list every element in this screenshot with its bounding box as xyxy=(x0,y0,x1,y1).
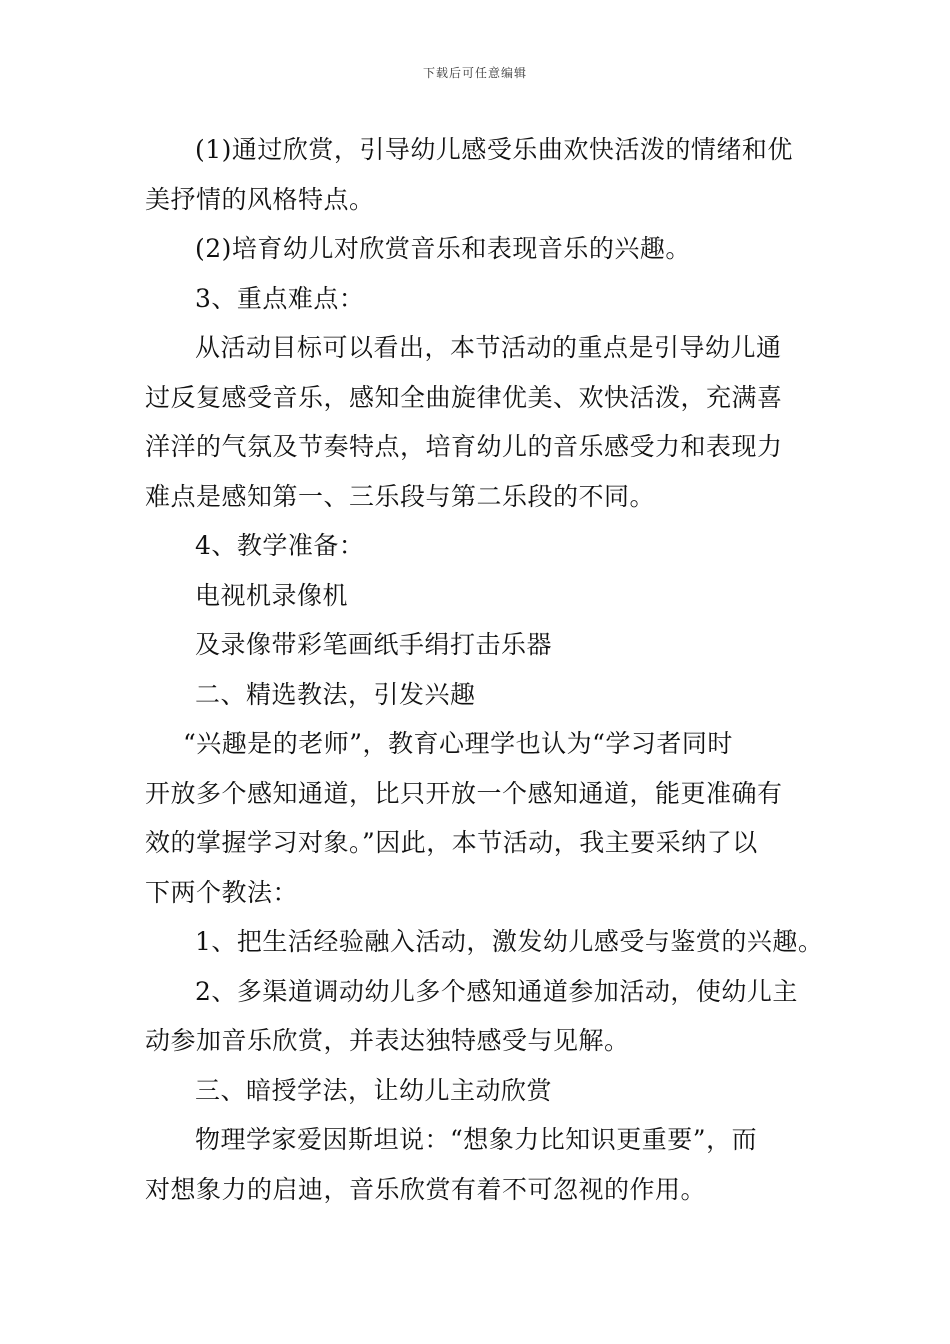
text-line: 3、重点难点： xyxy=(195,283,365,313)
text-line: 1、把生活经验融入活动，激发幼儿感受与鉴赏的兴趣。 xyxy=(195,927,824,956)
text-line: 从活动目标可以看出，本节活动的重点是引导幼儿通 xyxy=(195,333,782,362)
text-line: “兴趣是的老师”，教育心理学也认为“学习者同时 xyxy=(183,729,733,758)
document-body xyxy=(145,125,824,1214)
text-line: 二、精选教法，引发兴趣 xyxy=(195,679,476,709)
text-line: (1)通过欣赏，引导幼儿感受乐曲欢快活泼的情绪和优 xyxy=(195,135,793,164)
page-header: 下载后可任意编辑 xyxy=(422,66,527,80)
text-line: (2)培育幼儿对欣赏音乐和表现音乐的兴趣。 xyxy=(195,234,691,263)
text-line: 美抒情的风格特点。 xyxy=(145,184,375,214)
text-line: 电视机录像机 xyxy=(195,580,349,610)
text-line: 下两个教法： xyxy=(145,877,299,907)
text-line: 难点是感知第一、三乐段与第二乐段的不同。 xyxy=(145,481,656,511)
text-line: 物理学家爱因斯坦说：“想象力比知识更重要”，而 xyxy=(195,1125,758,1154)
text-line: 三、暗授学法，让幼儿主动欣赏 xyxy=(195,1075,553,1105)
text-line: 及录像带彩笔画纸手绢打击乐器 xyxy=(195,630,553,659)
text-line: 2、多渠道调动幼儿多个感知通道参加活动，使幼儿主 xyxy=(195,976,798,1006)
text-line: 动参加音乐欣赏，并表达独特感受与见解。 xyxy=(145,1026,630,1055)
text-line: 4、教学准备： xyxy=(195,531,365,560)
text-line: 洋洋的气氛及节奏特点，培育幼儿的音乐感受力和表现力 xyxy=(145,432,783,461)
text-line: 效的掌握学习对象。”因此，本节活动，我主要采纳了以 xyxy=(145,828,758,857)
text-line: 对想象力的启迪，音乐欣赏有着不可忽视的作用。 xyxy=(145,1174,707,1204)
text-line: 过反复感受音乐，感知全曲旋律优美、欢快活泼，充满喜 xyxy=(145,382,783,412)
text-line: 开放多个感知通道，比只开放一个感知通道，能更准确有 xyxy=(145,778,783,808)
